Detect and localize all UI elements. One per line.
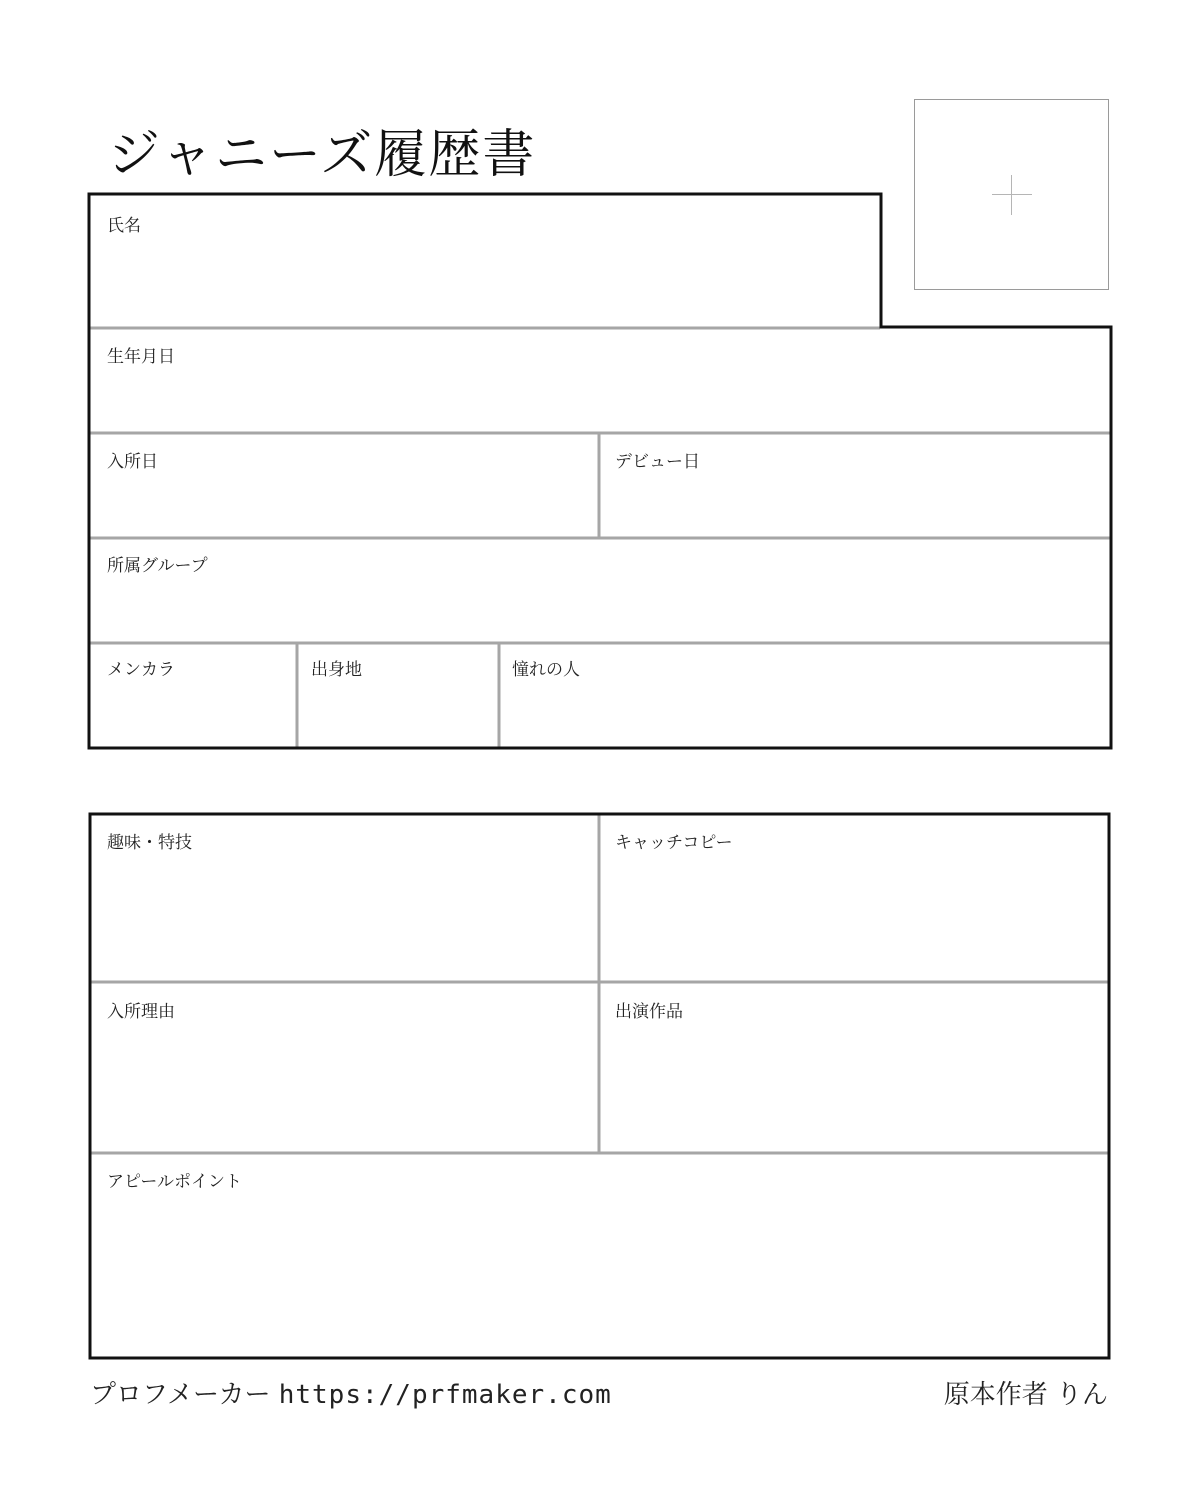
field-label-catchphrase: キャッチコピー	[615, 833, 733, 853]
footer-credit: 原本作者 りん	[943, 1380, 1108, 1410]
footer-url-link[interactable]: https://prfmaker.com	[278, 1380, 612, 1410]
field-label-birthday: 生年月日	[107, 347, 175, 367]
footer-maker	[90, 1374, 612, 1411]
field-label-works: 出演作品	[615, 1002, 683, 1022]
field-label-idol: 憧れの人	[512, 660, 580, 680]
field-label-appeal: アピールポイント	[107, 1172, 242, 1192]
field-label-join-reason: 入所理由	[107, 1002, 175, 1022]
field-label-hometown: 出身地	[311, 660, 362, 680]
field-label-join-date: 入所日	[107, 452, 158, 472]
field-label-member-color: メンカラ	[107, 660, 175, 680]
footer-maker-name: プロフメーカー	[90, 1380, 271, 1410]
field-label-hobby-skill: 趣味・特技	[107, 833, 192, 853]
field-label-group: 所属グループ	[107, 556, 208, 576]
field-label-name: 氏名	[107, 216, 141, 236]
field-label-debut-date: デビュー日	[615, 452, 700, 472]
page-title: ジャニーズ履歴書	[108, 125, 537, 185]
